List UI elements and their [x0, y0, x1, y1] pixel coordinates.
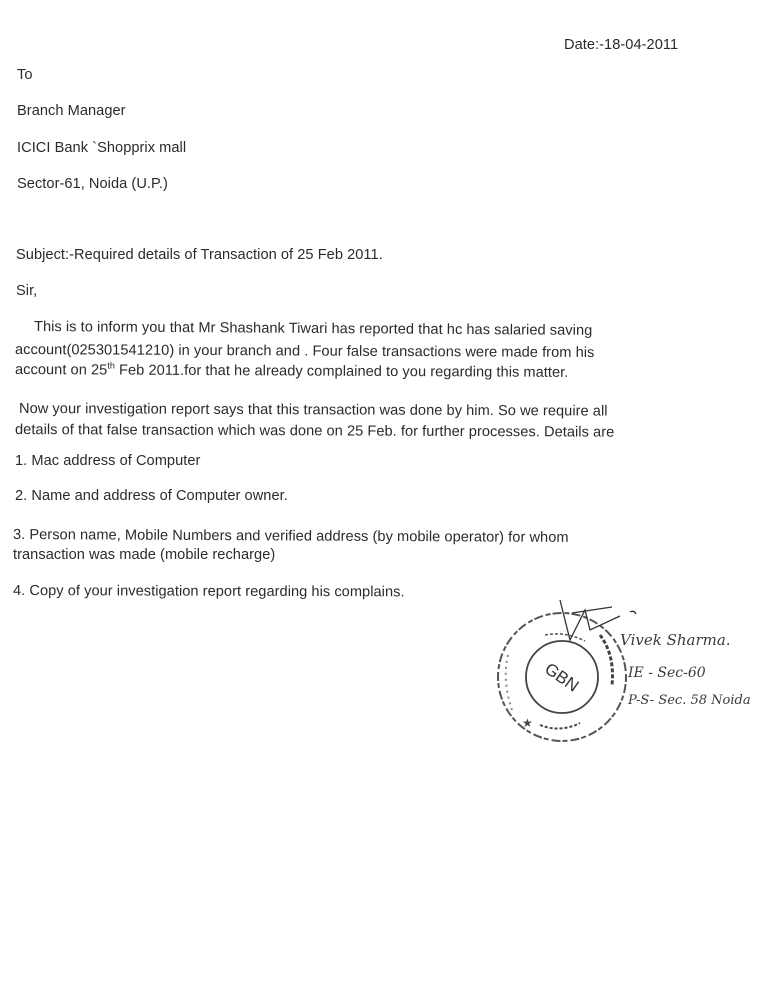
letter-subject: Subject:-Required details of Transaction of 25 Feb 2011. — [16, 247, 383, 263]
list-item: 2. Name and address of Computer owner. — [15, 488, 288, 504]
list-item: 1. Mac address of Computer — [15, 453, 201, 469]
list-item: 4. Copy of your investigation report regarding his complains. — [12, 583, 405, 601]
stamp-and-signature — [490, 595, 782, 750]
body-paragraph-2-line: details of that false transaction which was done on 25 Feb. for further processes. Details are — [14, 422, 615, 441]
text-segment: account on 25 — [14, 362, 108, 379]
recipient-line: Branch Manager — [17, 103, 126, 119]
stamp-center-text: GBN — [541, 659, 583, 696]
body-paragraph-1-line: account(025301541210) in your branch and . Four false transactions were made from his — [14, 342, 595, 362]
list-item: 3. Person name, Mobile Numbers and verified address (by mobile operator) for whom — [12, 527, 569, 546]
body-paragraph-1-line: This is to inform you that Mr Shashank Tiwari has reported that hc has salaried saving — [33, 319, 593, 339]
body-paragraph-1-line — [14, 360, 569, 381]
recipient-line: ICICI Bank `Shopprix mall — [17, 140, 187, 156]
body-paragraph-2-line: Now your investigation report says that this transaction was done by him. So we require all — [18, 401, 608, 420]
star-icon: ★ — [522, 716, 533, 730]
salutation: Sir, — [16, 283, 38, 299]
ordinal-suffix: th — [107, 360, 116, 371]
recipient-line: Sector-61, Noida (U.P.) — [17, 176, 168, 192]
signature-name: Vivek Sharma. — [620, 631, 731, 649]
list-item-continuation: transaction was made (mobile recharge) — [13, 547, 276, 563]
signature-line: IE - Sec-60 — [628, 665, 706, 681]
text-segment: Feb 2011.for that he already complained to you regarding this matter. — [114, 362, 569, 381]
letter-date: Date:-18-04-2011 — [564, 37, 679, 53]
recipient-to: To — [17, 67, 33, 83]
signature-line: P-S- Sec. 58 Noida — [628, 693, 751, 708]
police-station-seal-icon — [498, 600, 636, 741]
handwritten-signature — [620, 631, 751, 708]
